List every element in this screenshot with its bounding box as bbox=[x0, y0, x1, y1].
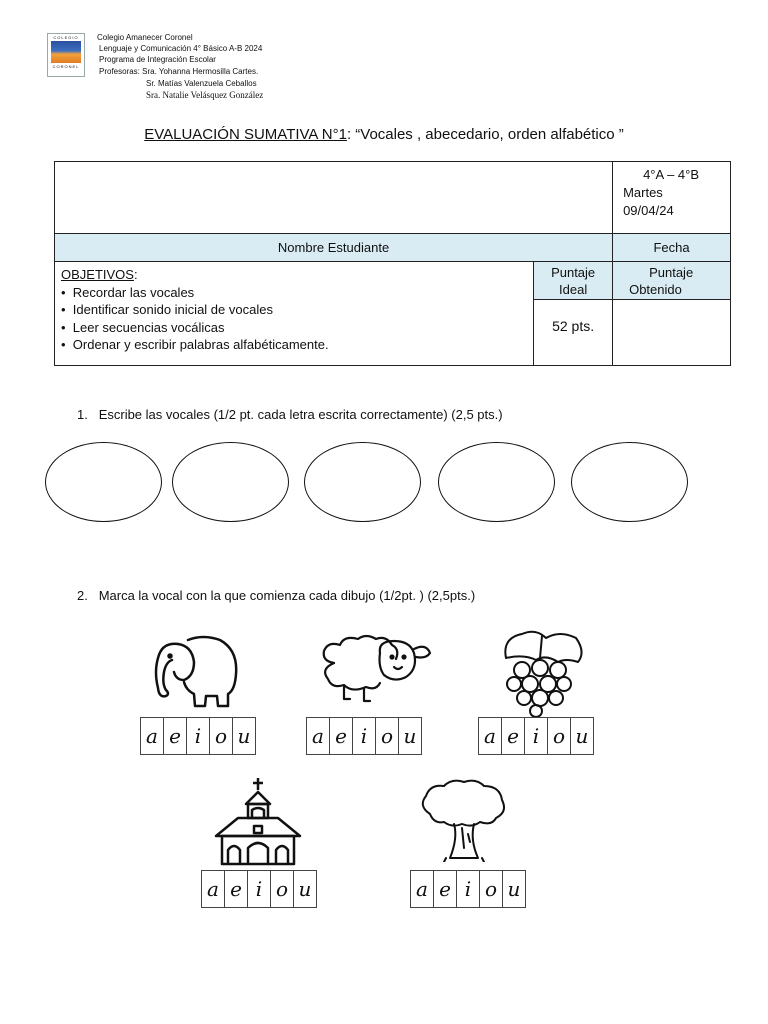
objectives-cell: OBJETIVOS: • Recordar las vocales • Identificar sonido inicial de vocales • Leer secuencias vocálicas • Ordenar y escribir palabras alfabéticamente. bbox=[55, 262, 534, 366]
teachers-line: Profesoras: Sra. Yohanna Hermosilla Cartes. bbox=[99, 67, 259, 76]
vowel-answer-oval[interactable] bbox=[304, 442, 421, 522]
vowel-option[interactable]: u bbox=[237, 724, 251, 748]
question-2: 2. Marca la vocal con la que comienza cada dibujo (1/2pt. ) (2,5pts.) bbox=[77, 588, 476, 603]
vowel-choice-row bbox=[140, 717, 256, 755]
ideal-score-value: 52 pts. bbox=[534, 300, 613, 366]
program-line: Programa de Integración Escolar bbox=[99, 55, 216, 64]
date-label: Fecha bbox=[613, 234, 731, 262]
vowel-option[interactable]: a bbox=[411, 871, 434, 907]
student-name-label: Nombre Estudiante bbox=[55, 234, 613, 262]
vowel-option[interactable]: o bbox=[271, 871, 294, 907]
vowel-option[interactable]: o bbox=[376, 718, 399, 754]
obtained-score-label: Puntaje Obtenido bbox=[613, 262, 731, 300]
vowel-option[interactable]: e bbox=[434, 871, 457, 907]
vowel-option[interactable]: i bbox=[187, 718, 210, 754]
vowel-answer-oval[interactable] bbox=[172, 442, 289, 522]
course-line: Lenguaje y Comunicación 4° Básico A-B 2024 bbox=[99, 44, 263, 53]
objective-item: • Leer secuencias vocálicas bbox=[61, 319, 225, 335]
school-name: Colegio Amanecer Coronel bbox=[97, 33, 193, 42]
vowel-option[interactable]: u bbox=[575, 724, 589, 748]
vowel-option[interactable]: a bbox=[307, 718, 330, 754]
tree-icon bbox=[416, 778, 508, 862]
date-value: 09/04/24 bbox=[623, 203, 674, 218]
vowel-option[interactable]: i bbox=[525, 718, 548, 754]
student-name-field[interactable] bbox=[55, 162, 613, 234]
vowel-choice-row bbox=[306, 717, 422, 755]
church-icon bbox=[212, 776, 304, 866]
objectives-title: OBJETIVOS bbox=[61, 267, 134, 282]
teacher-3: Sra. Natalie Velásquez González bbox=[146, 90, 264, 100]
grapes-icon bbox=[496, 628, 588, 718]
vowel-answer-oval[interactable] bbox=[438, 442, 555, 522]
vowel-option[interactable]: u bbox=[507, 877, 521, 901]
vowel-option[interactable]: u bbox=[403, 724, 417, 748]
page-title bbox=[0, 126, 768, 143]
vowel-option[interactable]: o bbox=[480, 871, 503, 907]
logo-top-text: COLEGIO bbox=[53, 35, 79, 40]
logo-bottom-text: CORONEL bbox=[52, 64, 80, 69]
day-value: Martes bbox=[623, 185, 663, 200]
school-logo bbox=[47, 33, 85, 77]
vowel-option[interactable]: e bbox=[164, 718, 187, 754]
teacher-2: Sr. Matías Valenzuela Ceballos bbox=[146, 79, 257, 88]
vowel-choice-row bbox=[478, 717, 594, 755]
objective-item: • Ordenar y escribir palabras alfabéticamente. bbox=[61, 337, 329, 352]
vowel-option[interactable]: o bbox=[548, 718, 571, 754]
vowel-option[interactable]: e bbox=[225, 871, 248, 907]
vowel-choice-row bbox=[201, 870, 317, 908]
vowel-option[interactable]: u bbox=[298, 877, 312, 901]
elephant-icon bbox=[148, 632, 243, 710]
vowel-answer-oval[interactable] bbox=[571, 442, 688, 522]
info-table bbox=[54, 161, 731, 366]
course-date-cell bbox=[613, 162, 731, 234]
sheep-icon bbox=[314, 633, 436, 705]
obtained-score-field[interactable] bbox=[613, 300, 731, 366]
title-rest: : “Vocales , abecedario, orden alfabético ” bbox=[346, 126, 624, 143]
vowel-option[interactable]: e bbox=[330, 718, 353, 754]
vowel-option[interactable]: a bbox=[141, 718, 164, 754]
vowel-option[interactable]: o bbox=[210, 718, 233, 754]
objective-item: • Identificar sonido inicial de vocales bbox=[61, 302, 273, 317]
vowel-option[interactable]: i bbox=[248, 871, 271, 907]
vowel-option[interactable]: i bbox=[457, 871, 480, 907]
course-value: 4°A – 4°B bbox=[643, 167, 700, 182]
vowel-choice-row bbox=[410, 870, 526, 908]
vowel-option[interactable]: a bbox=[479, 718, 502, 754]
question-1: 1. Escribe las vocales (1/2 pt. cada letra escrita correctamente) (2,5 pts.) bbox=[77, 407, 503, 422]
title-underlined: EVALUACIÓN SUMATIVA N°1 bbox=[144, 126, 347, 143]
vowel-option[interactable]: a bbox=[202, 871, 225, 907]
vowel-answer-oval[interactable] bbox=[45, 442, 162, 522]
vowel-option[interactable]: e bbox=[502, 718, 525, 754]
ideal-score-label: Puntaje Ideal bbox=[534, 262, 613, 300]
objective-item: • Recordar las vocales bbox=[61, 284, 195, 300]
vowel-option[interactable]: i bbox=[353, 718, 376, 754]
